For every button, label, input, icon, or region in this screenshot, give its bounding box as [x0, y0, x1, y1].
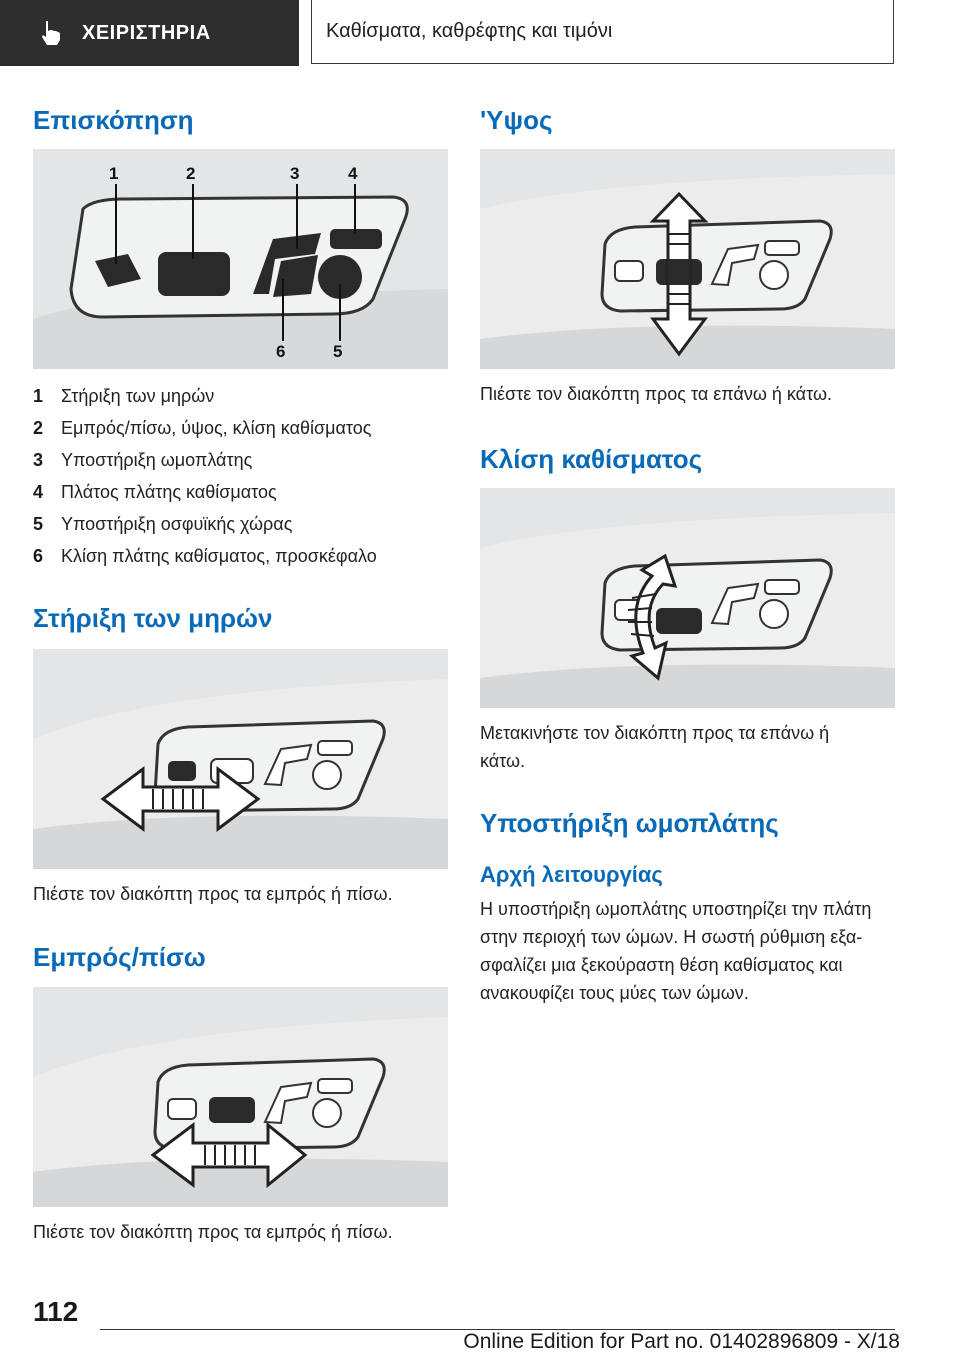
callout-4: 4	[348, 164, 358, 183]
overview-heading: Επισκόπηση	[33, 105, 194, 135]
callout-3: 3	[290, 164, 300, 183]
legend-item: 1 Στήριξη των μηρών	[33, 386, 215, 406]
edition-note: Online Edition for Part no. 01402896809 - X/18	[463, 1330, 900, 1353]
thigh-support-heading: Στήριξη των μηρών	[33, 603, 273, 633]
principle-line-3: σφαλίζει μια ξεκούραστη θέση καθίσματος και	[480, 955, 843, 975]
callout-5: 5	[333, 342, 343, 361]
principle-line-4: ανακουφίζει τους μύες των ώμων.	[480, 983, 749, 1003]
page-header	[0, 0, 960, 66]
forward-back-heading: Εμπρός/πίσω	[33, 942, 206, 972]
callout-2: 2	[186, 164, 196, 183]
page-number: 112	[33, 1296, 79, 1327]
legend-item: 6 Κλίση πλάτης καθίσματος, προσκέφαλο	[33, 546, 377, 566]
height-text: Πιέστε τον διακόπτη προς τα επάνω ή κάτω.	[480, 384, 833, 404]
thigh-support-figure	[33, 649, 448, 869]
chapter-title: Καθίσματα, καθρέφτης και τιμόνι	[326, 20, 613, 42]
tilt-text-line-2: κάτω.	[480, 751, 526, 771]
hand-pointer-icon	[36, 18, 66, 48]
section-tab	[0, 0, 299, 66]
tilt-heading: Κλίση καθίσματος	[480, 444, 703, 474]
chapter-title-box	[311, 0, 894, 64]
forward-back-text: Πιέστε τον διακόπτη προς τα εμπρός ή πίσω.	[33, 1222, 393, 1242]
legend-item: 5 Υποστήριξη οσφυϊκής χώρας	[33, 514, 293, 534]
overview-figure	[33, 149, 448, 369]
height-heading: 'Υψος	[480, 105, 553, 135]
height-figure	[480, 149, 895, 369]
tilt-figure	[480, 488, 895, 708]
section-title: ΧΕΙΡΙΣΤΗΡΙΑ	[82, 21, 211, 44]
shoulder-support-heading: Υποστήριξη ωμοπλάτης	[480, 808, 779, 838]
overview-legend	[33, 380, 377, 572]
principle-heading: Αρχή λειτουργίας	[480, 862, 663, 887]
callout-1: 1	[109, 164, 119, 183]
principle-line-2: στην περιοχή των ώμων. Η σωστή ρύθμιση εξα-	[480, 927, 863, 947]
principle-line-1: Η υποστήριξη ωμοπλάτης υποστηρίζει την πλάτη	[480, 899, 872, 919]
thigh-support-text: Πιέστε τον διακόπτη προς τα εμπρός ή πίσω.	[33, 884, 393, 904]
forward-back-figure	[33, 987, 448, 1207]
legend-item: 2 Εμπρός/πίσω, ύψος, κλίση καθίσματος	[33, 418, 372, 438]
legend-item: 3 Υποστήριξη ωμοπλάτης	[33, 450, 253, 470]
tilt-text-line-1: Μετακινήστε τον διακόπτη προς τα επάνω ή	[480, 723, 830, 743]
callout-6: 6	[276, 342, 286, 361]
legend-item: 4 Πλάτος πλάτης καθίσματος	[33, 482, 277, 502]
